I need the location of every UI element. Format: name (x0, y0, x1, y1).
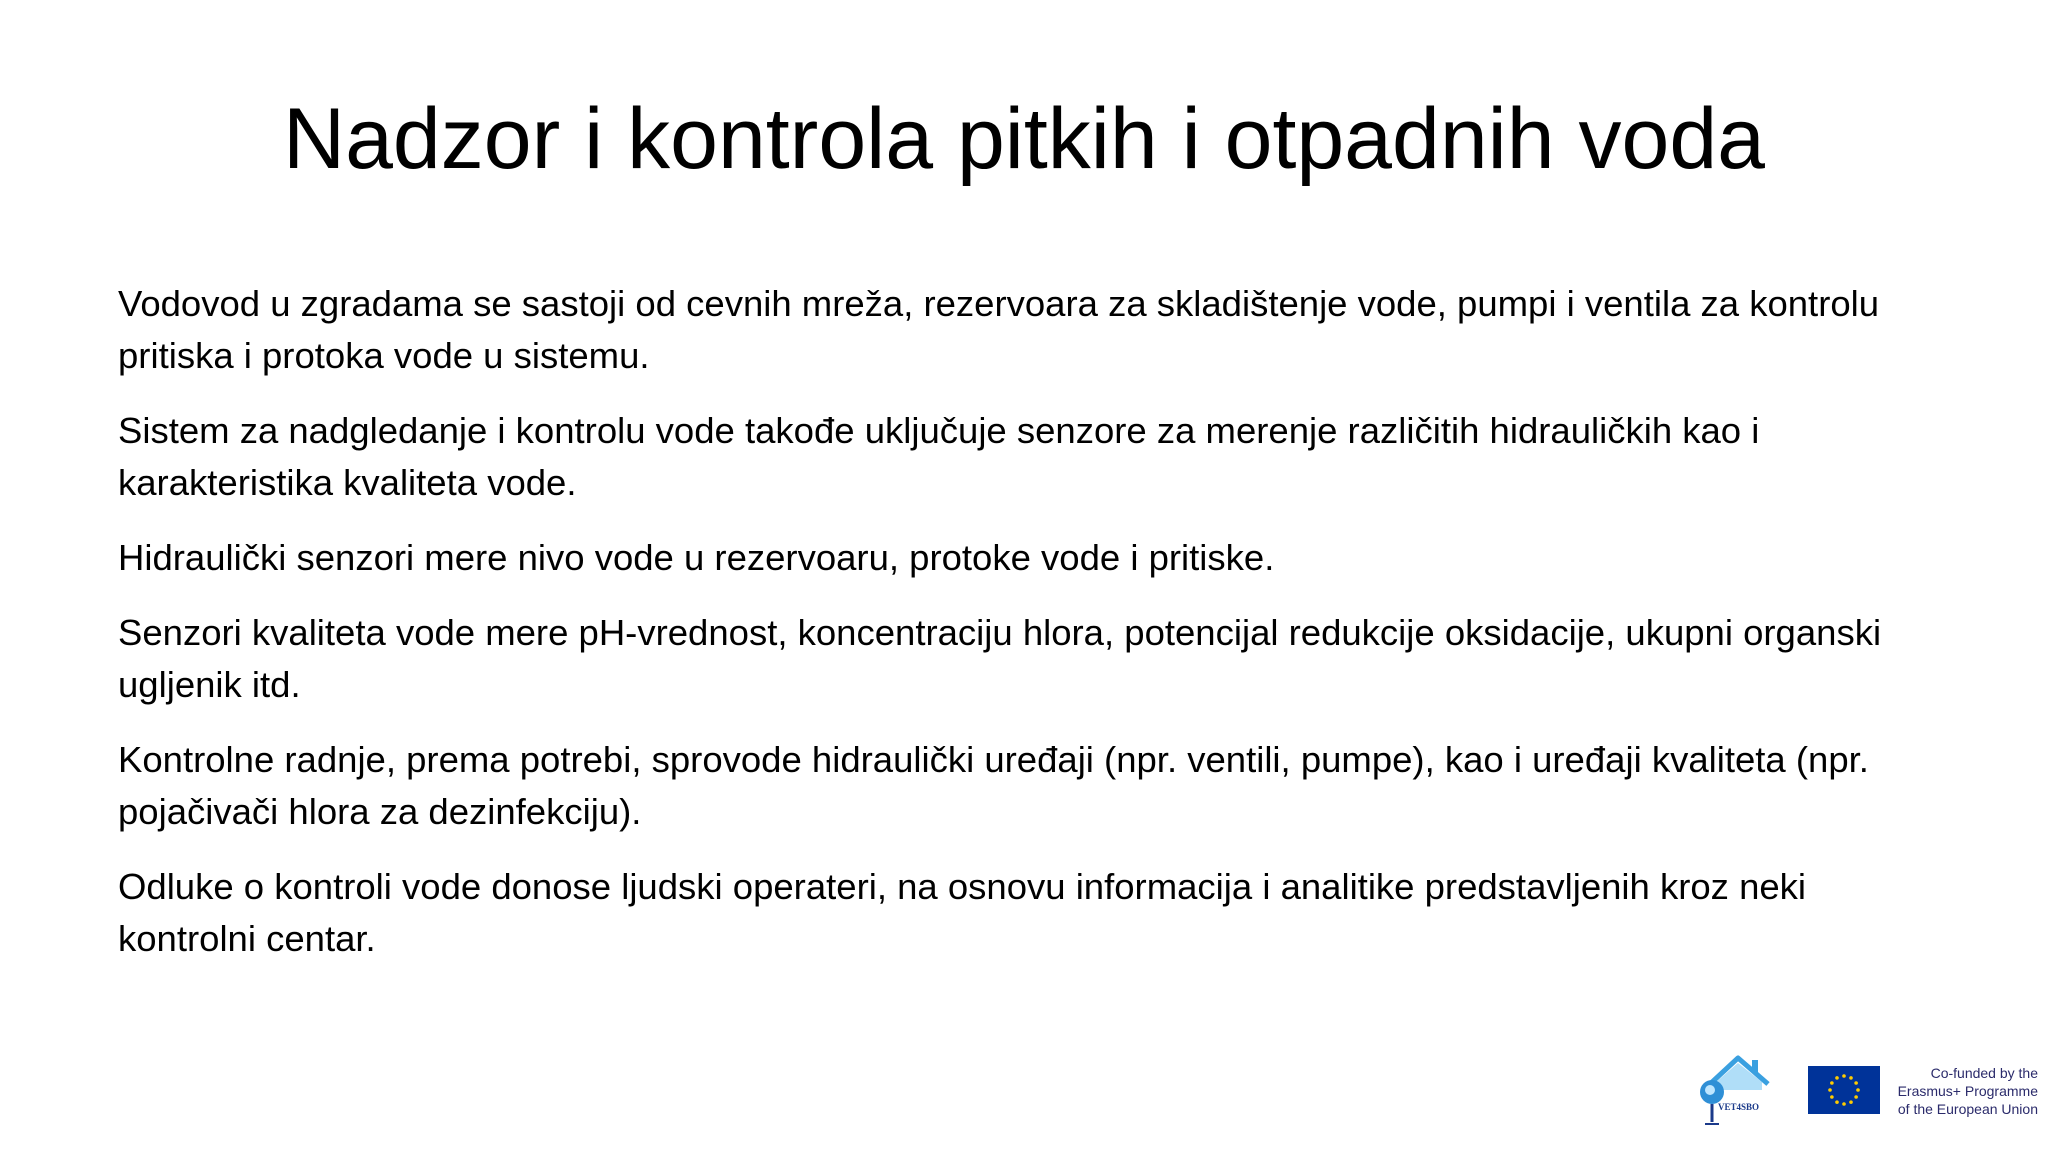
slide-title: Nadzor i kontrola pitkih i otpadnih voda (283, 91, 1765, 187)
eu-star-icon (1854, 1095, 1858, 1099)
vet4sbo-label: VET4SBO (1718, 1102, 1760, 1112)
eu-star-icon (1849, 1076, 1853, 1080)
paragraph: Senzori kvaliteta vode mere pH-vrednost, koncentraciju hlora, potencijal redukcije oksidacije, ukupni organski ugljenik itd. (118, 612, 1882, 705)
eu-star-icon (1830, 1095, 1834, 1099)
paragraph: Kontrolne radnje, prema potrebi, sprovode hidraulički uređaji (npr. ventili, pumpe), kao i uređaji kvaliteta (npr. pojačivači hlora za dezinfekciju). (118, 739, 1869, 832)
eu-star-icon (1854, 1081, 1858, 1085)
footer-logos (1690, 1050, 2040, 1130)
eu-star-icon (1842, 1074, 1846, 1078)
vet4sbo-logo (1690, 1050, 1780, 1130)
eu-text-line: Co-funded by the (1930, 1065, 2038, 1081)
paragraph: Vodovod u zgradama se sastoji od cevnih mreža, rezervoara za skladištenje vode, pumpi i ventila za kontrolu pritiska i protoka vode u sistemu. (118, 283, 1880, 376)
eu-cofunded-text (1886, 1064, 2038, 1118)
paragraph: Odluke o kontroli vode donose ljudski operateri, na osnovu informacija i analitike predstavljenih kroz neki kontrolni centar. (118, 866, 1807, 959)
eu-star-icon (1842, 1102, 1846, 1106)
paragraph: Hidraulički senzori mere nivo vode u rezervoaru, protoke vode i pritiske. (118, 537, 1275, 578)
eu-star-icon (1849, 1100, 1853, 1104)
eu-text-line: Erasmus+ Programme (1897, 1083, 2038, 1099)
house-magnifier-icon (1690, 1050, 1780, 1130)
eu-star-icon (1828, 1088, 1832, 1092)
eu-flag-icon (1808, 1066, 1880, 1114)
paragraph: Sistem za nadgledanje i kontrolu vode takođe uključuje senzore za merenje različitih hidrauličkih kao i karakteristika kvaliteta vode. (118, 410, 1760, 503)
eu-star-icon (1856, 1088, 1860, 1092)
eu-star-icon (1830, 1081, 1834, 1085)
eu-star-icon (1835, 1100, 1839, 1104)
slide-body (118, 278, 1918, 988)
eu-text-line: of the European Union (1897, 1101, 2038, 1117)
eu-star-icon (1835, 1076, 1839, 1080)
